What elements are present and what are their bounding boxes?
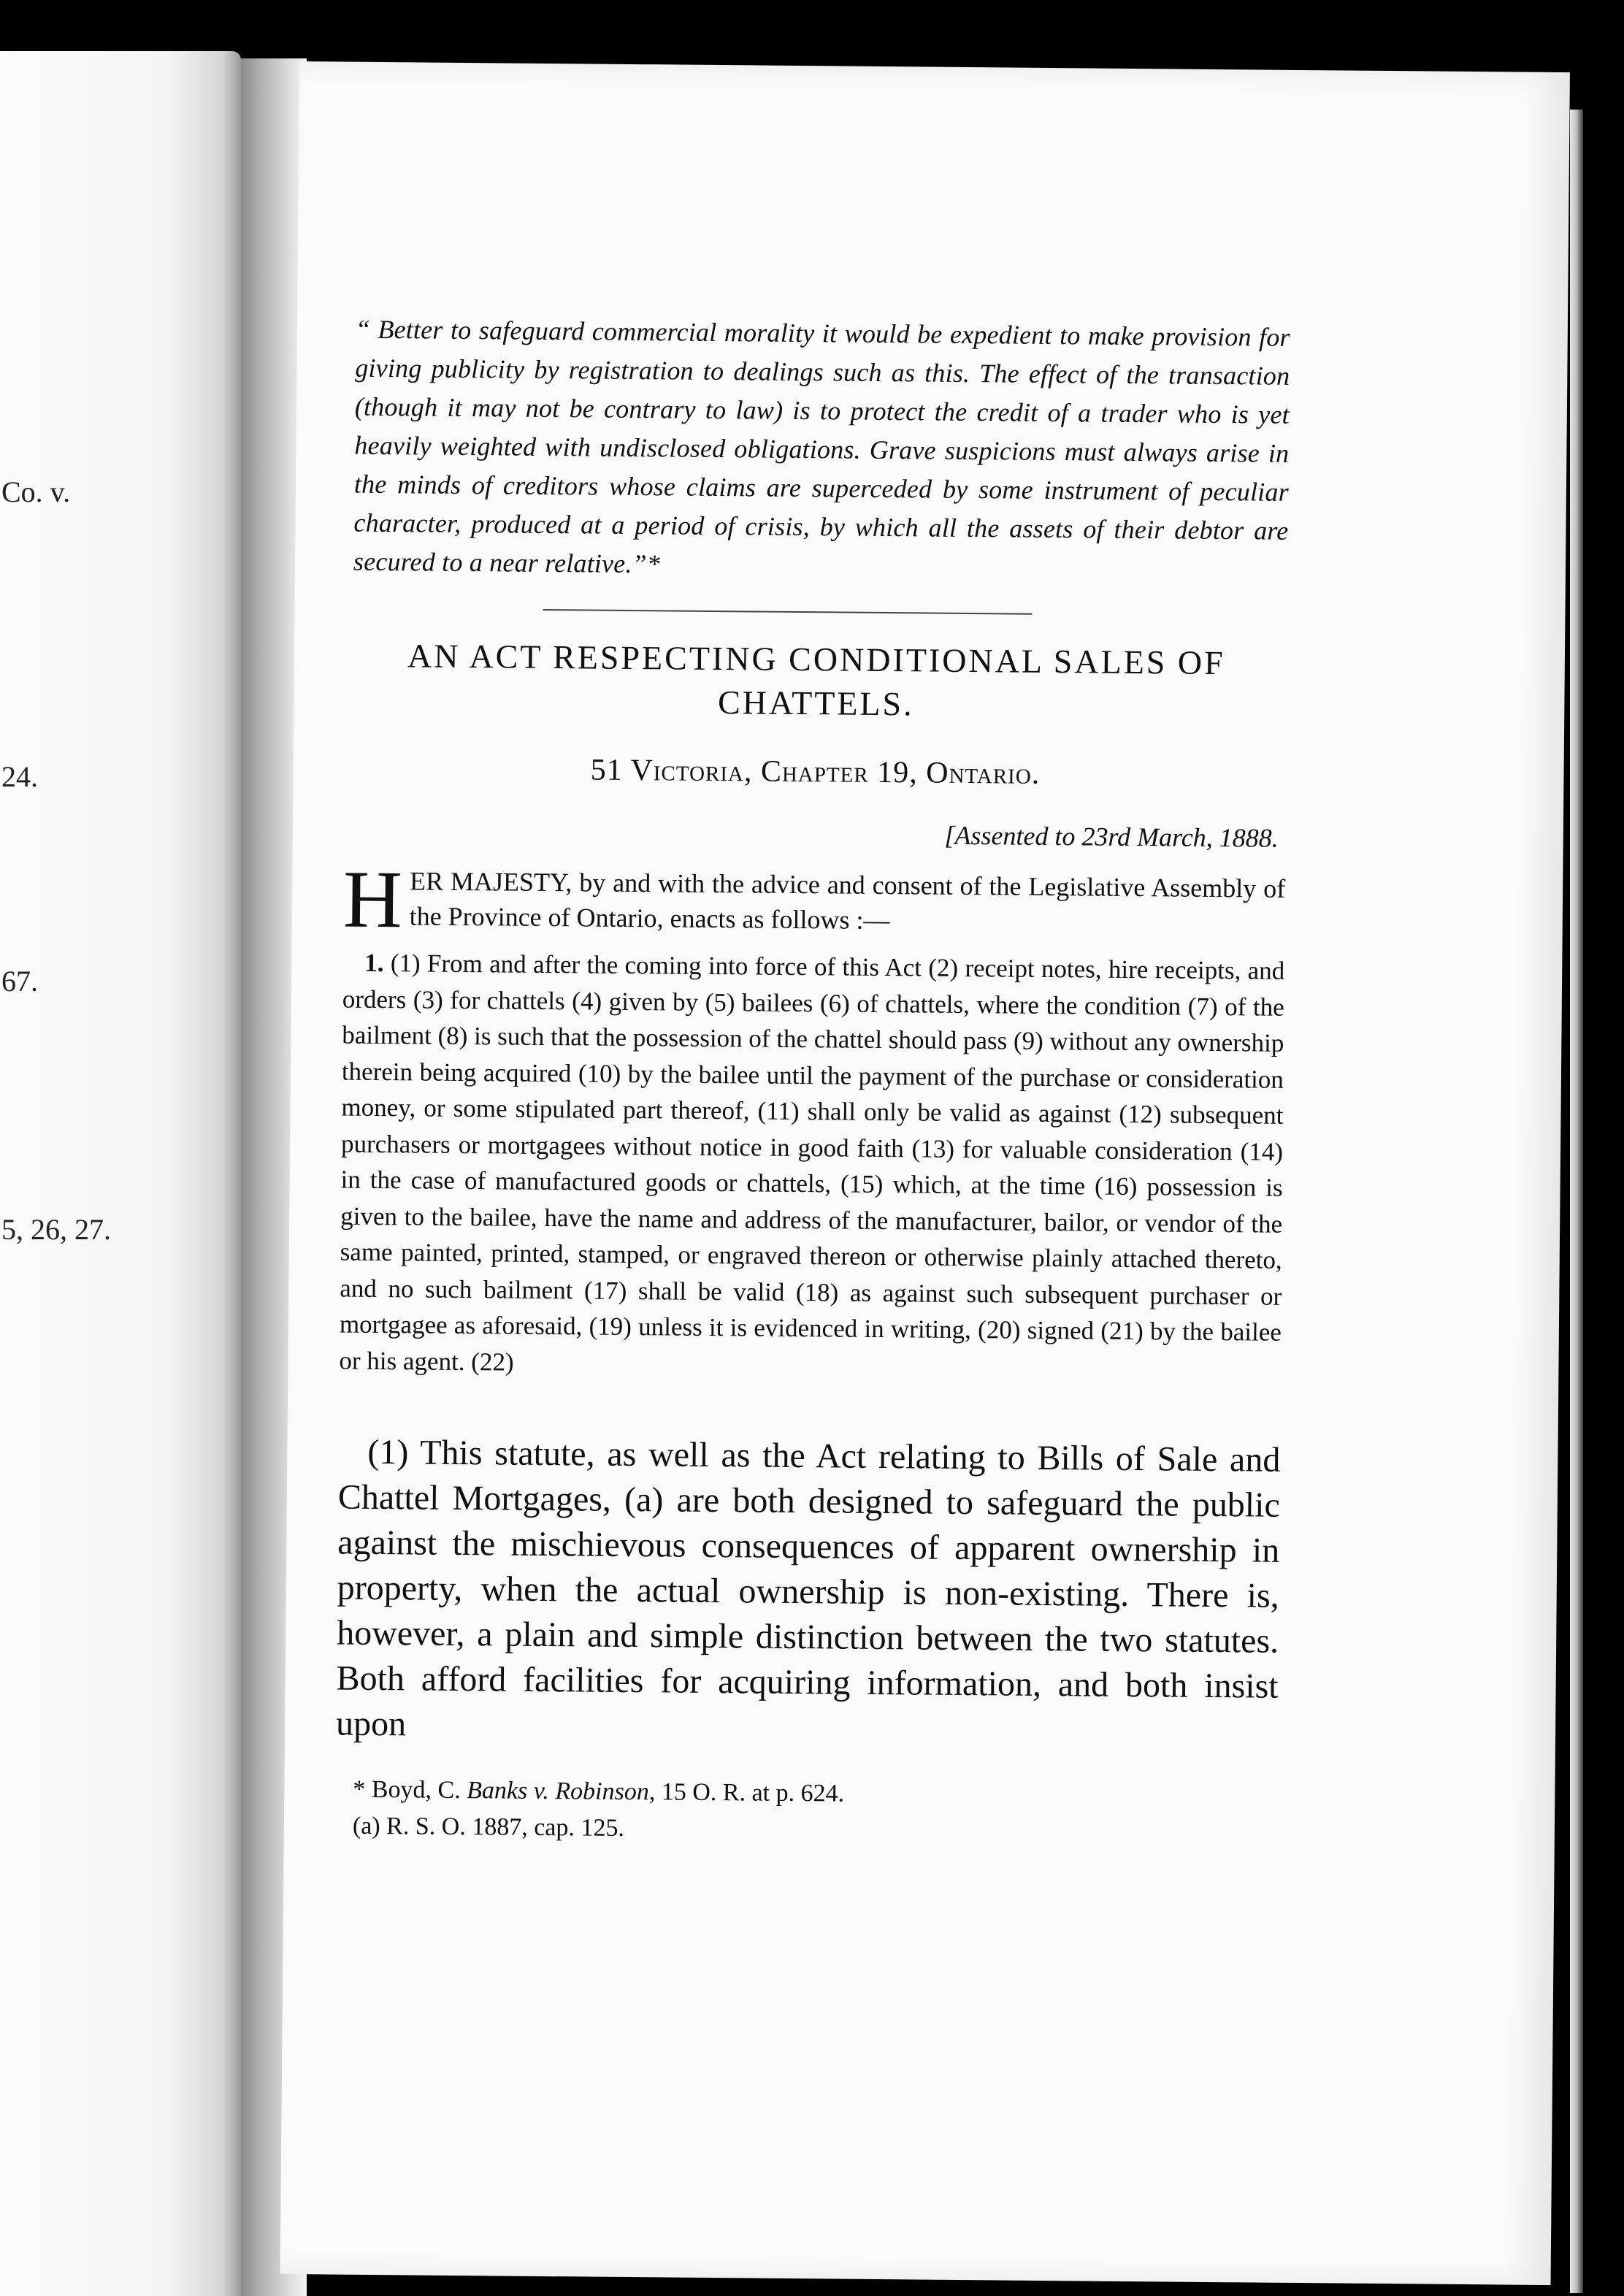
page-edge-shadow bbox=[1570, 110, 1583, 2293]
enacting-text: ER MAJESTY, by and with the advice and consent of the Legislative Assembly of the Province of Ontario, enacts as follows :— bbox=[409, 866, 1286, 935]
section-1 bbox=[339, 945, 1284, 1387]
footnote-1-citation: 15 O. R. at p. 624. bbox=[661, 1778, 845, 1807]
assent-date: [Assented to 23rd March, 1888. bbox=[944, 820, 1279, 853]
margin-fragment: 24. bbox=[1, 760, 38, 793]
section-number: 1. bbox=[364, 948, 384, 978]
section-divider bbox=[543, 609, 1032, 615]
enacting-clause bbox=[342, 854, 1286, 946]
act-citation: 51 Victoria, Chapter 19, Ontario. bbox=[590, 753, 1041, 791]
footnote-2: (a) R. S. O. 1887, cap. 125. bbox=[352, 1812, 625, 1842]
epigraph-quote: “ Better to safeguard commercial morality it would be expedient to make provision for giving publicity by registration to dealings such as this. The effect of the transaction (though it may not be contrary to law) is to protect the credit of a trader who is yet heavily weighted with undisclosed obligations. Grave suspicions must always arise in the minds of creditors whose claims are superceded by some instrument of peculiar character, produced at a period of crisis, by which all the assets of their debtor are secured to a near relative.”* bbox=[353, 314, 1290, 579]
act-title-line-1: AN ACT RESPECTING CONDITIONAL SALES OF bbox=[407, 637, 1225, 682]
footnote-1-judge: * Boyd, C. bbox=[353, 1775, 461, 1805]
section-1-text: (1) From and after the coming into force of this Act (2) receipt notes, hire receipts, and orders (3) for chattels (4) given by (5) bailees (6) of chattels, where the condition (7) of the bailment (8) is such that the possession of the chattel should pass (9) without any ownership therein being acquired (10) by the bailee until the payment of the purchase or consideration money, or some stipulated part thereof, (11) shall only be valid as against (12) subsequent purchasers or mortgagees without notice in good faith (13) for valuable consideration (14) in the case of manufactured goods or chattels, (15) which, at the time (16) possession is given to the bailee, have the name and address of the manufacturer, bailor, or vendor of the same painted, printed, stamped, or engraved thereon or otherwise plainly attached thereto, and no such bailment (17) shall be valid (18) as against such subsequent purchaser or mortgagee as aforesaid, (19) unless it is evidenced in writing, (20) signed (21) by the bailee or his agent. (22) bbox=[339, 949, 1285, 1377]
drop-cap: H bbox=[342, 854, 403, 946]
margin-fragment: 5, 26, 27. bbox=[1, 1213, 111, 1246]
act-title bbox=[345, 634, 1287, 730]
current-page bbox=[280, 61, 1570, 2285]
margin-fragment: 67. bbox=[1, 965, 38, 998]
footnotes bbox=[335, 1772, 1278, 1853]
page-content bbox=[335, 310, 1290, 1853]
act-title-line-2: CHATTELS. bbox=[717, 684, 914, 723]
previous-page bbox=[0, 51, 241, 2296]
margin-fragment: Co. v. bbox=[1, 475, 71, 508]
commentary-note-1: (1) This statute, as well as the Act relating to Bills of Sale and Chattel Mortgages, (a) are both designed to safeguard the public against the mischievous consequences of apparent ownership in property, when the actual ownership is non-existing. There is, however, a plain and simple distinction between the two statutes. Both afford facilities for acquiring information, and both insist upon bbox=[335, 1432, 1281, 1744]
footnote-1-case: Banks v. Robinson, bbox=[467, 1777, 656, 1806]
